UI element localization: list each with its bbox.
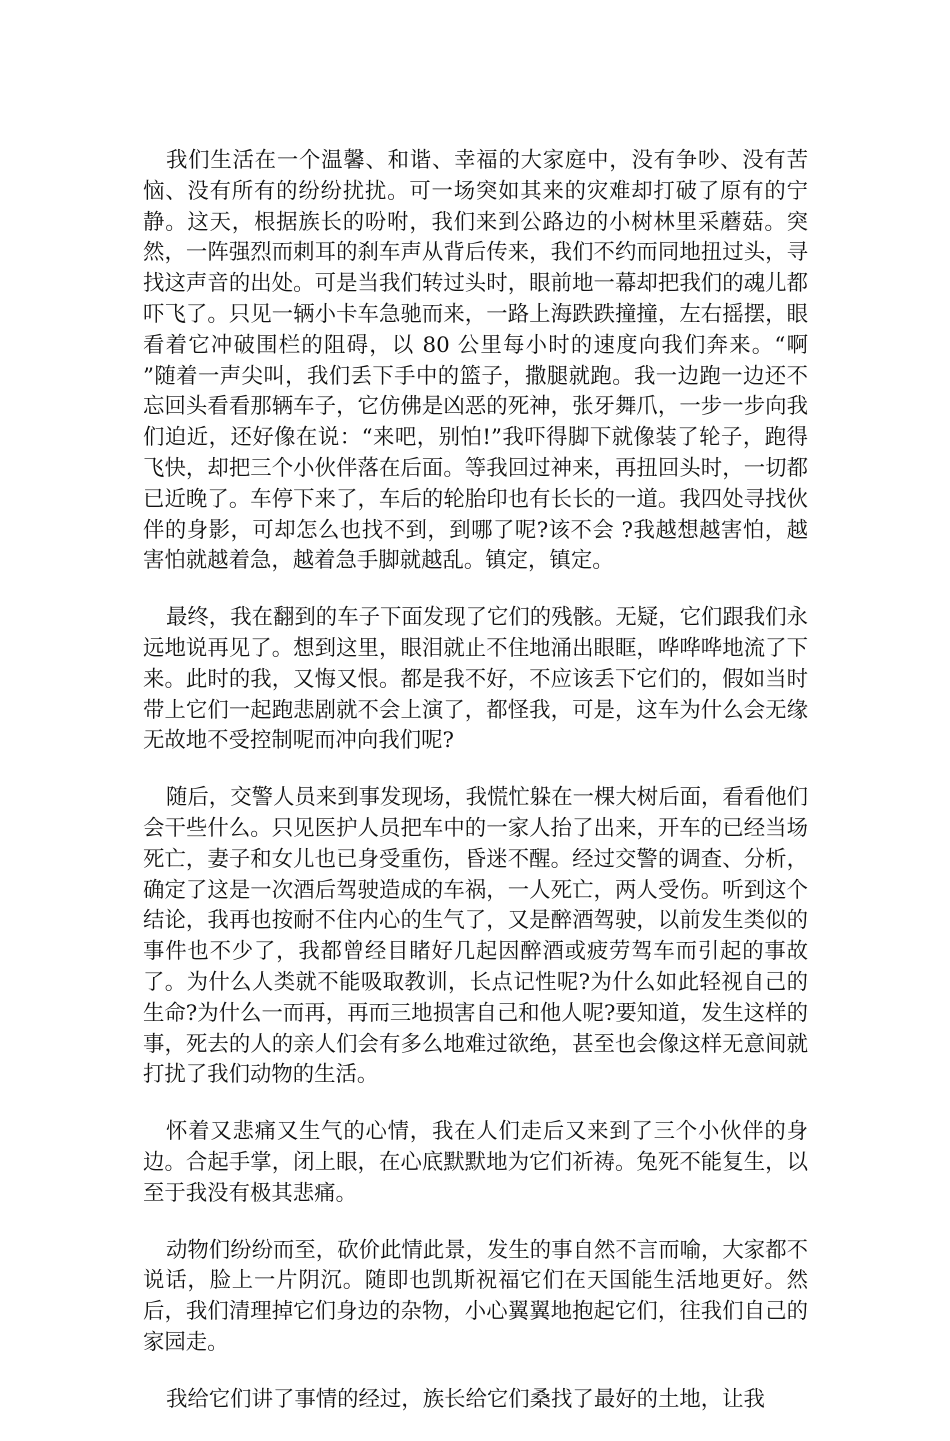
- paragraph-5: 动物们纷纷而至，砍价此情此景，发生的事自然不言而喻，大家都不说话，脸上一片阴沉。随即也凯斯祝福它们在天国能生活地更好。然后，我们清理掉它们身边的杂物，小心翼翼地抱起它们，往我们自己的家园走。: [143, 1237, 808, 1355]
- paragraph-3: 随后，交警人员来到事发现场，我慌忙躲在一棵大树后面，看看他们会干些什么。只见医护人员把车中的一家人抬了出来，开车的已经当场死亡，妻子和女儿也已身受重伤，昏迷不醒。经过交警的调查、分析，确定了这是一次酒后驾驶造成的车祸，一人死亡，两人受伤。听到这个结论，我再也按耐不住内心的生气了，又是醉酒驾驶，以前发生类似的事件也不少了，我都曾经目睹好几起因醉酒或疲劳驾车而引起的事故了。为什么人类就不能吸取教训，长点记性呢?为什么如此轻视自己的生命?为什么一而再，再而三地损害自己和他人呢?要知道，发生这样的事，死去的人的亲人们会有多么地难过欲绝，甚至也会像这样无意间就打扰了我们动物的生活。: [143, 785, 808, 1088]
- document-body: [143, 146, 808, 1441]
- paragraph-2: 最终，我在翻到的车子下面发现了它们的残骸。无疑，它们跟我们永远地说再见了。想到这里，眼泪就止不住地涌出眼眶，哗哗哗地流了下来。此时的我，又悔又恨。都是我不好，不应该丢下它们的，假如当时带上它们一起跑悲剧就不会上演了，都怪我，可是，这车为什么会无缘无故地不受控制呢而冲向我们呢?: [143, 605, 808, 754]
- paragraph-4: 怀着又悲痛又生气的心情，我在人们走后又来到了三个小伙伴的身边。合起手掌，闭上眼，在心底默默地为它们祈祷。兔死不能复生，以至于我没有极其悲痛。: [143, 1119, 808, 1206]
- paragraph-6: 我给它们讲了事情的经过，族长给它们桑找了最好的土地，让我: [166, 1386, 765, 1412]
- paragraph-1: 我们生活在一个温馨、和谐、幸福的大家庭中，没有争吵、没有苦恼、没有所有的纷纷扰扰。可一场突如其来的灾难却打破了原有的宁静。这天，根据族长的吩咐，我们来到公路边的小树林里采蘑菇。突然，一阵强烈而刺耳的刹车声从背后传来，我们不约而同地扭过头，寻找这声音的出处。可是当我们转过头时，眼前地一幕却把我们的魂儿都吓飞了。只见一辆小卡车急驰而来，一路上海跌跌撞撞，左右摇摆，眼看着它冲破围栏的阻碍，以 80 公里每小时的速度向我们奔来。“啊 ”随着一声尖叫，我们丢下手中的篮子，撒腿就跑。我一边跑一边还不忘回头看看那辆车子，它仿佛是凶恶的死神，张牙舞爪，一步一步向我们迫近，还好像在说：“来吧，别怕!”我吓得脚下就像装了轮子，跑得飞快，却把三个小伙伴落在后面。等我回过神来，再扭回头时，一切都已近晚了。车停下来了，车后的轮胎印也有长长的一道。我四处寻找伙伴的身影，可却怎么也找不到，到哪了呢?该不会 ?我越想越害怕，越害怕就越着急，越着急手脚就越乱。镇定，镇定。: [143, 148, 808, 574]
